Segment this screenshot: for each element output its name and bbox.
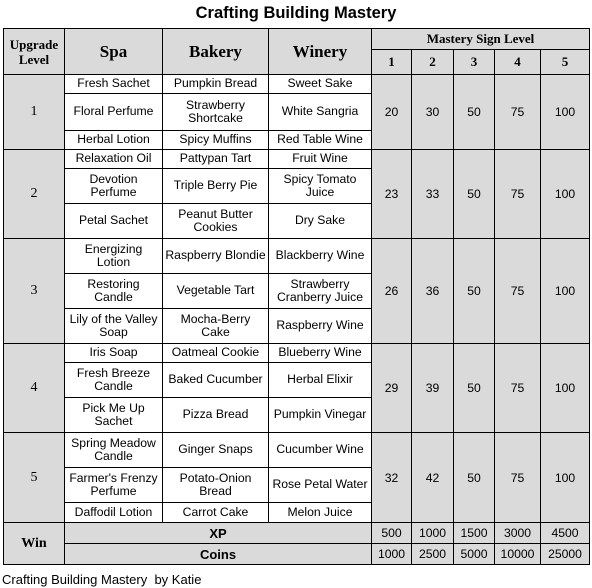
winery-item: Melon Juice (269, 503, 372, 523)
bakery-item: Strawberry Shortcake (163, 94, 269, 131)
bakery-item: Mocha-Berry Cake (163, 309, 269, 344)
mastery-value-2: 42 (412, 433, 454, 523)
bakery-item: Triple Berry Pie (163, 169, 269, 204)
upgrade-level-cell: 4 (4, 344, 65, 433)
xp-value-5: 4500 (541, 523, 590, 544)
upgrade-level-cell: 1 (4, 75, 65, 150)
mastery-value-2: 39 (412, 344, 454, 433)
mastery-value-3: 50 (454, 239, 495, 344)
winery-item: Strawberry Cranberry Juice (269, 274, 372, 309)
winery-item: Raspberry Wine (269, 309, 372, 344)
table-row (4, 75, 590, 94)
caption (2, 572, 201, 587)
bakery-item: Carrot Cake (163, 503, 269, 523)
header-sign-level-1: 1 (372, 50, 412, 75)
winery-item: Fruit Wine (269, 150, 372, 169)
upgrade-level-cell: 3 (4, 239, 65, 344)
bakery-item: Spicy Muffins (163, 131, 269, 150)
mastery-value-5: 100 (541, 239, 590, 344)
header-sign-level-2: 2 (412, 50, 454, 75)
winery-item: Cucumber Wine (269, 433, 372, 468)
mastery-value-1: 32 (372, 433, 412, 523)
spa-item: Energizing Lotion (65, 239, 163, 274)
bakery-item: Potato-Onion Bread (163, 468, 269, 503)
winery-item: Herbal Elixir (269, 363, 372, 398)
winery-item: Pumpkin Vinegar (269, 398, 372, 433)
mastery-value-4: 75 (495, 75, 541, 150)
table-row (4, 433, 590, 468)
bakery-item: Pattypan Tart (163, 150, 269, 169)
coins-value-5: 25000 (541, 544, 590, 565)
winery-item: Spicy Tomato Juice (269, 169, 372, 204)
mastery-value-2: 33 (412, 150, 454, 239)
mastery-value-1: 26 (372, 239, 412, 344)
mastery-value-5: 100 (541, 344, 590, 433)
spa-item: Floral Perfume (65, 94, 163, 131)
bakery-item: Raspberry Blondie (163, 239, 269, 274)
spa-item: Farmer's Frenzy Perfume (65, 468, 163, 503)
mastery-value-3: 50 (454, 75, 495, 150)
win-coins-row (4, 544, 590, 565)
mastery-value-4: 75 (495, 150, 541, 239)
caption-text: Crafting Building Mastery by Katie (2, 572, 202, 587)
mastery-value-2: 36 (412, 239, 454, 344)
mastery-value-3: 50 (454, 150, 495, 239)
header-bakery: Bakery (163, 29, 269, 75)
page-title: Crafting Building Mastery (195, 4, 397, 22)
winery-item: White Sangria (269, 94, 372, 131)
bakery-item: Pumpkin Bread (163, 75, 269, 94)
bakery-item: Vegetable Tart (163, 274, 269, 309)
spa-item: Daffodil Lotion (65, 503, 163, 523)
spa-item: Fresh Breeze Candle (65, 363, 163, 398)
table-header (4, 29, 590, 75)
xp-value-1: 500 (372, 523, 412, 544)
table-row (4, 150, 590, 169)
xp-value-2: 1000 (412, 523, 454, 544)
coins-value-2: 2500 (412, 544, 454, 565)
mastery-value-3: 50 (454, 433, 495, 523)
mastery-value-1: 20 (372, 75, 412, 150)
table-row (4, 344, 590, 363)
upgrade-level-cell: 5 (4, 433, 65, 523)
spa-item: Spring Meadow Candle (65, 433, 163, 468)
mastery-value-4: 75 (495, 344, 541, 433)
mastery-value-2: 30 (412, 75, 454, 150)
spa-item: Devotion Perfume (65, 169, 163, 204)
coins-value-1: 1000 (372, 544, 412, 565)
mastery-value-4: 75 (495, 239, 541, 344)
header-spa: Spa (65, 29, 163, 75)
bakery-item: Oatmeal Cookie (163, 344, 269, 363)
spa-item: Pick Me Up Sachet (65, 398, 163, 433)
winery-item: Blackberry Wine (269, 239, 372, 274)
mastery-value-1: 29 (372, 344, 412, 433)
spa-item: Lily of the Valley Soap (65, 309, 163, 344)
winery-item: Blueberry Wine (269, 344, 372, 363)
spa-item: Iris Soap (65, 344, 163, 363)
winery-item: Sweet Sake (269, 75, 372, 94)
mastery-value-1: 23 (372, 150, 412, 239)
header-sign-level-3: 3 (454, 50, 495, 75)
header-sign-level-5: 5 (541, 50, 590, 75)
spa-item: Restoring Candle (65, 274, 163, 309)
spa-item: Petal Sachet (65, 204, 163, 239)
winery-item: Dry Sake (269, 204, 372, 239)
mastery-value-5: 100 (541, 75, 590, 150)
spa-item: Herbal Lotion (65, 131, 163, 150)
spa-item: Relaxation Oil (65, 150, 163, 169)
header-sign-level-4: 4 (495, 50, 541, 75)
header-mastery-sign-level: Mastery Sign Level (372, 29, 590, 50)
winery-item: Red Table Wine (269, 131, 372, 150)
mastery-value-4: 75 (495, 433, 541, 523)
win-xp-row (4, 523, 590, 544)
win-label: Win (4, 523, 65, 565)
bakery-item: Ginger Snaps (163, 433, 269, 468)
mastery-table (3, 28, 590, 565)
header-upgrade-level: Upgrade Level (4, 29, 65, 75)
coins-label: Coins (65, 544, 372, 565)
mastery-value-3: 50 (454, 344, 495, 433)
upgrade-level-cell: 2 (4, 150, 65, 239)
winery-item: Rose Petal Water (269, 468, 372, 503)
bakery-item: Baked Cucumber (163, 363, 269, 398)
coins-value-3: 5000 (454, 544, 495, 565)
xp-label: XP (65, 523, 372, 544)
bakery-item: Pizza Bread (163, 398, 269, 433)
mastery-value-5: 100 (541, 433, 590, 523)
mastery-value-5: 100 (541, 150, 590, 239)
xp-value-3: 1500 (454, 523, 495, 544)
bakery-item: Peanut Butter Cookies (163, 204, 269, 239)
header-winery: Winery (269, 29, 372, 75)
xp-value-4: 3000 (495, 523, 541, 544)
coins-value-4: 10000 (495, 544, 541, 565)
spa-item: Fresh Sachet (65, 75, 163, 94)
table-row (4, 239, 590, 274)
